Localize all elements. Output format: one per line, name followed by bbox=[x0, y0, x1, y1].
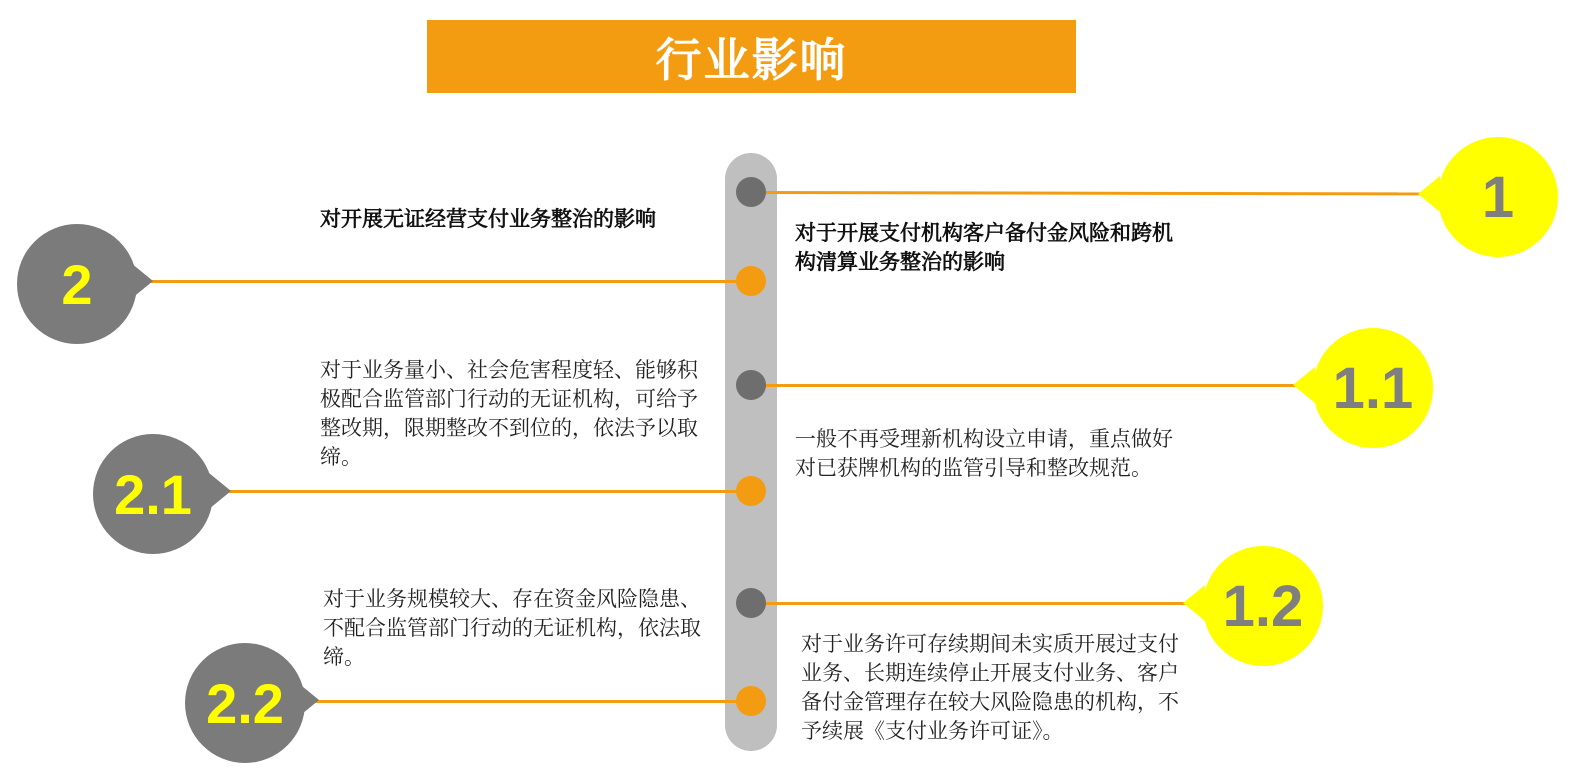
connector-line-1 bbox=[751, 191, 1423, 195]
connector-line-1-1 bbox=[751, 384, 1304, 387]
item-2-1-text: 对于业务量小、社会危害程度轻、能够积极配合监管部门行动的无证机构，可给予整改期，限期整改不到位的，依法予以取缔。 bbox=[320, 358, 698, 469]
bubble-tail-1 bbox=[1418, 176, 1440, 212]
item-1-1-text: 一般不再受理新机构设立申请，重点做好对已获牌机构的监管引导和整改规范。 bbox=[795, 427, 1173, 480]
timeline-dot-2-1 bbox=[736, 476, 766, 506]
number-bubble-1-1 bbox=[1313, 328, 1433, 448]
number-bubble-2-2-label: 2.2 bbox=[206, 671, 284, 735]
connector-line-2 bbox=[150, 280, 751, 283]
bubble-tail-1-2 bbox=[1183, 585, 1205, 621]
number-bubble-2-label: 2 bbox=[61, 252, 93, 316]
item-2-2-text: 对于业务规模较大、存在资金风险隐患、不配合监管部门行动的无证机构，依法取缔。 bbox=[323, 587, 701, 669]
number-bubble-2-2 bbox=[185, 643, 305, 763]
timeline-dot-2 bbox=[736, 266, 766, 296]
item-1-heading: 对于开展支付机构客户备付金风险和跨机构清算业务整治的影响 bbox=[795, 221, 1173, 274]
title-bar bbox=[427, 20, 1076, 93]
number-bubble-1-2 bbox=[1203, 546, 1323, 666]
connector-line-2-2 bbox=[308, 700, 751, 703]
timeline-dot-1-1 bbox=[736, 370, 766, 400]
number-bubble-1-label: 1 bbox=[1481, 164, 1515, 230]
timeline-dot-1 bbox=[736, 177, 766, 207]
page-title: 行业影响 bbox=[655, 32, 848, 87]
timeline-dot-1-2 bbox=[736, 588, 766, 618]
timeline-bar bbox=[725, 153, 777, 751]
number-bubble-2-1 bbox=[93, 434, 213, 554]
item-2-heading: 对开展无证经营支付业务整治的影响 bbox=[320, 207, 656, 231]
number-bubble-2-1-label: 2.1 bbox=[114, 462, 192, 526]
number-bubble-1-2-label: 1.2 bbox=[1222, 573, 1304, 639]
bubble-tail-1-1 bbox=[1293, 367, 1315, 403]
connector-line-1-2 bbox=[751, 602, 1192, 605]
number-bubble-2 bbox=[17, 224, 137, 344]
number-bubble-1-1-label: 1.1 bbox=[1332, 355, 1414, 421]
timeline-dot-2-2 bbox=[736, 686, 766, 716]
item-1-2-text: 对于业务许可存续期间未实质开展过支付业务、长期连续停止开展支付业务、客户备付金管理存在较大风险隐患的机构，不予续展《支付业务许可证》。 bbox=[801, 632, 1179, 743]
number-bubble-1 bbox=[1438, 137, 1558, 257]
connector-line-2-1 bbox=[225, 490, 751, 493]
